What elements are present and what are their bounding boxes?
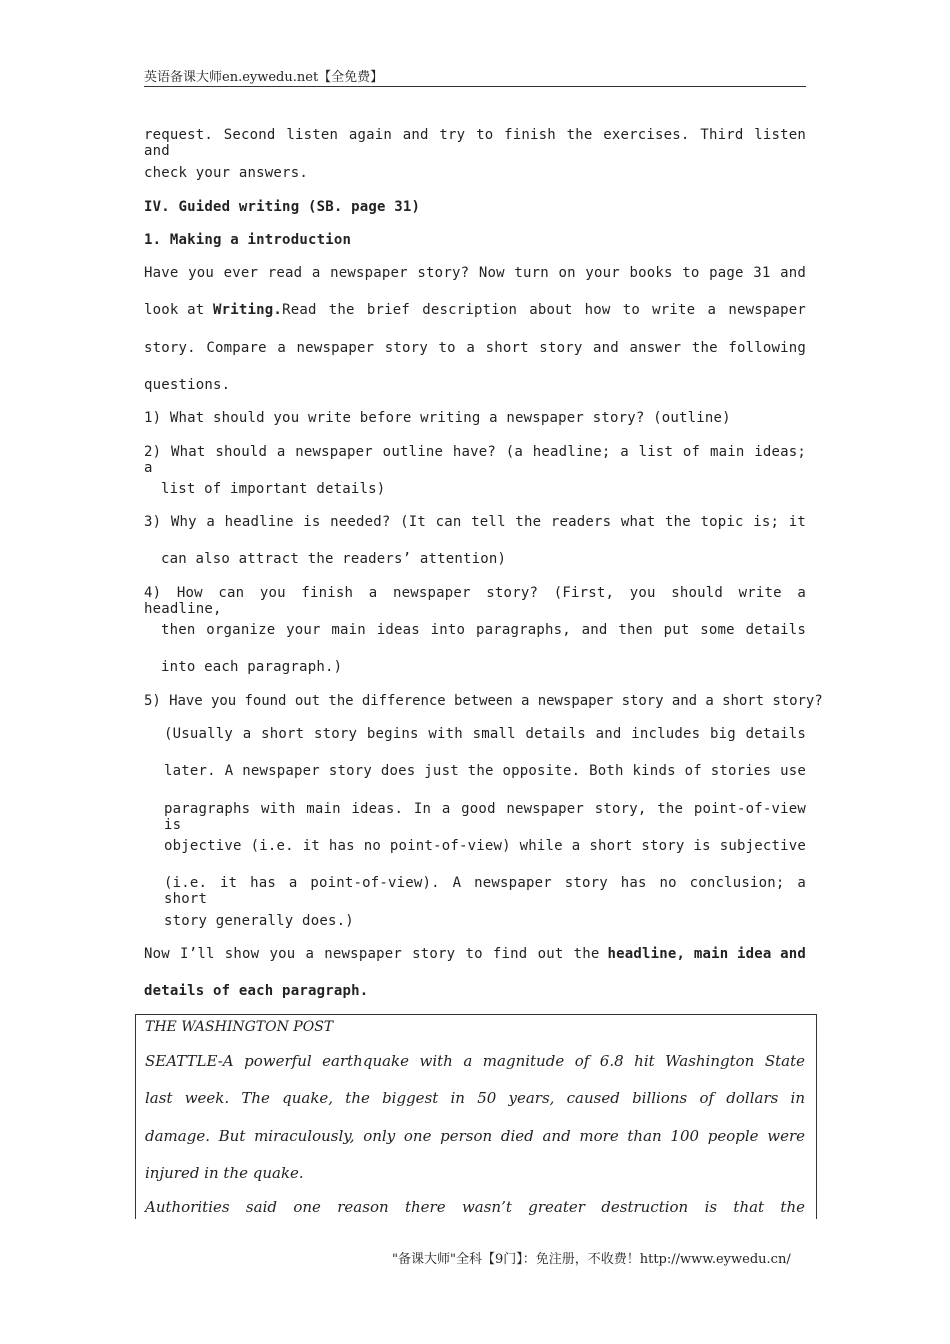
question-item-cont: list of important details): [161, 481, 386, 497]
text-run: look at: [144, 302, 214, 318]
question-item: 4) How can you finish a newspaper story? (First, you should write a headline,: [144, 585, 806, 617]
question-item-cont: (Usually a short story begins with small details and includes big details: [164, 726, 806, 742]
page-header: 英语备课大师en.eywedu.net【全免费】: [144, 66, 806, 87]
text-run: Now I’ll show you a newspaper story to find out the: [144, 946, 600, 962]
question-item: 5) Have you found out the difference between a newspaper story and a short story?: [144, 693, 823, 709]
question-item-cont: can also attract the readers’ attention): [161, 551, 507, 567]
subsection-heading: 1. Making a introduction: [144, 232, 352, 248]
question-item: 3) Why a headline is needed? (It can tell the readers what the topic is; it: [144, 514, 806, 530]
story-line: Authorities said one reason there wasn’t greater destruction is that the: [145, 1198, 805, 1216]
text-line: story. Compare a newspaper story to a short story and answer the following: [144, 340, 806, 356]
text-run: Read the brief description about how to write a newspaper: [282, 302, 806, 318]
question-item-cont: into each paragraph.): [161, 659, 343, 675]
text-line: [144, 302, 806, 318]
newspaper-name: THE WASHINGTON POST: [145, 1019, 334, 1035]
text-line: questions.: [144, 377, 231, 393]
text-line: details of each paragraph.: [144, 983, 369, 999]
text-line: Have you ever read a newspaper story? Now turn on your books to page 31 and: [144, 265, 806, 281]
question-item-cont: (i.e. it has a point-of-view). A newspaper story has no conclusion; a short: [164, 875, 806, 907]
text-line: check your answers.: [144, 165, 308, 181]
question-item-cont: objective (i.e. it has no point-of-view) while a short story is subjective: [164, 838, 806, 854]
question-item: 2) What should a newspaper outline have? (a headline; a list of main ideas; a: [144, 444, 806, 476]
question-item-cont: paragraphs with main ideas. In a good newspaper story, the point-of-view is: [164, 801, 806, 833]
question-item-cont: then organize your main ideas into paragraphs, and then put some details: [161, 622, 806, 638]
text-line: request. Second listen again and try to finish the exercises. Third listen and: [144, 127, 806, 159]
section-heading: IV. Guided writing (SB. page 31): [144, 199, 421, 215]
story-line: damage. But miraculously, only one person died and more than 100 people were: [145, 1127, 805, 1145]
story-line: last week. The quake, the biggest in 50 years, caused billions of dollars in: [145, 1089, 805, 1107]
text-line: [144, 946, 806, 962]
question-item-cont: story generally does.): [164, 913, 354, 929]
story-line: injured in the quake.: [145, 1164, 304, 1182]
bold-keyword: Writing.: [213, 302, 283, 318]
page-footer: "备课大师"全科【9门】：免注册，不收费！http://www.eywedu.cn/: [392, 1252, 791, 1267]
story-line: SEATTLE-A powerful earthquake with a magnitude of 6.8 hit Washington State: [145, 1052, 805, 1070]
question-item: 1) What should you write before writing a newspaper story? (outline): [144, 410, 731, 426]
newspaper-story-box: [135, 1014, 817, 1219]
question-item-cont: later. A newspaper story does just the opposite. Both kinds of stories use: [164, 763, 806, 779]
bold-keyword: headline, main idea and: [607, 946, 806, 962]
